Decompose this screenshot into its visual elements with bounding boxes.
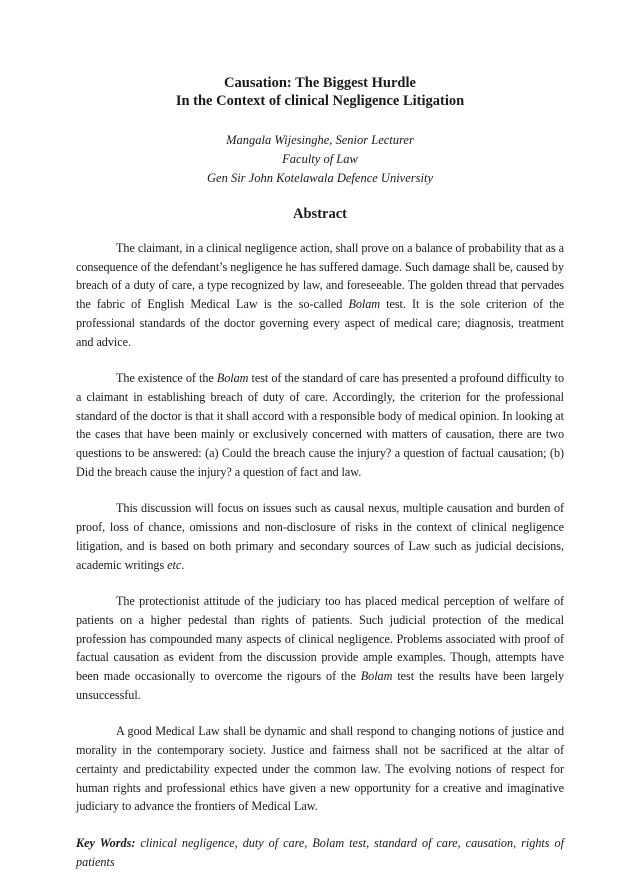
p4-tail: test the results have been largely unsuccessful.: [76, 669, 564, 702]
title-line-1: Causation: The Biggest Hurdle: [224, 75, 416, 91]
p4-text: The protectionist attitude of the judiciary too has placed medical perception of welfare of patients on a higher pedestal than rights of patients. Such judicial protection of the medical profession has compounded many aspects of clinical negligence. Problems associated with proof of factual causation as evident from the discussion provide ample examples. Though, attempts have been made occasionally to overcome the rigours of the: [76, 594, 564, 684]
p3-etc: etc: [167, 557, 182, 572]
p1-bolam: Bolam: [348, 297, 381, 312]
keywords: [76, 834, 564, 871]
p1-tail: test. It is the sole criterion of the professional standards of the doctor governing every aspect of medical care; diagnosis, treatment and advice.: [76, 297, 565, 349]
keywords-text: clinical negligence, duty of care, Bolam test, standard of care, causation, rights of patients: [76, 835, 564, 869]
p3-text: This discussion will focus on issues such as causal nexus, multiple causation and burden of proof, loss of chance, omissions and non-disclosure of risks in the context of clinical negligence litigation, and is based on both primary and secondary sources of Law such as judicial decisions, academic writings: [76, 501, 564, 572]
abstract-paragraph-3: [76, 499, 564, 574]
p3-tail: .: [181, 557, 185, 572]
paper-title: [76, 74, 564, 110]
p2-text: test of the standard of care has presented a profound difficulty to a claimant in establishing breach of duty of care. Accordingly, the criterion for the professional standard of the doctor is that it shall accord with a responsible body of medical opinion. In looking at the cases that have been mainly or exclusively concerned with matters of causation, there are two questions to be answered: (a) Could the breach cause the injury? a question of factual causation; (b) Did the breach cause the injury? a question of fact and law.: [76, 371, 564, 479]
abstract-paragraph-5: A good Medical Law shall be dynamic and shall respond to changing notions of justice and morality in the contemporary society. Justice and fairness shall not be sacrificed at the altar of certainty and predictability expected under the common law. The evolving notions of respect for human rights and professional ethics have given a new opportunity for a creative and imaginative judiciary to advance the frontiers of Medical Law.: [76, 724, 564, 814]
abstract-paragraph-2: [76, 369, 564, 481]
p2-bolam: Bolam: [216, 371, 249, 386]
p4-bolam: Bolam: [360, 669, 393, 684]
author-university: Gen Sir John Kotelawala Defence University: [207, 171, 433, 185]
author-faculty: Faculty of Law: [282, 152, 358, 166]
p1-text: The claimant, in a clinical negligence action, shall prove on a balance of probability that as a consequence of the defendant’s negligence he has suffered damage. Such damage shall be, caused by breach of a duty of care, a type recognized by law, and foreseeable. The golden thread that pervades the fabric of English Medical Law is the so-called: [76, 241, 564, 312]
p2-head: The existence of the: [116, 371, 214, 386]
author-block: [76, 131, 564, 188]
title-line-2: In the Context of clinical Negligence Litigation: [175, 93, 465, 109]
author-name: Mangala Wijesinghe, Senior Lecturer: [226, 133, 414, 147]
keywords-label: Key Words:: [76, 835, 136, 850]
abstract-paragraph-1: [76, 239, 564, 351]
abstract-paragraph-4: [76, 592, 564, 704]
abstract-heading: Abstract: [293, 206, 347, 222]
